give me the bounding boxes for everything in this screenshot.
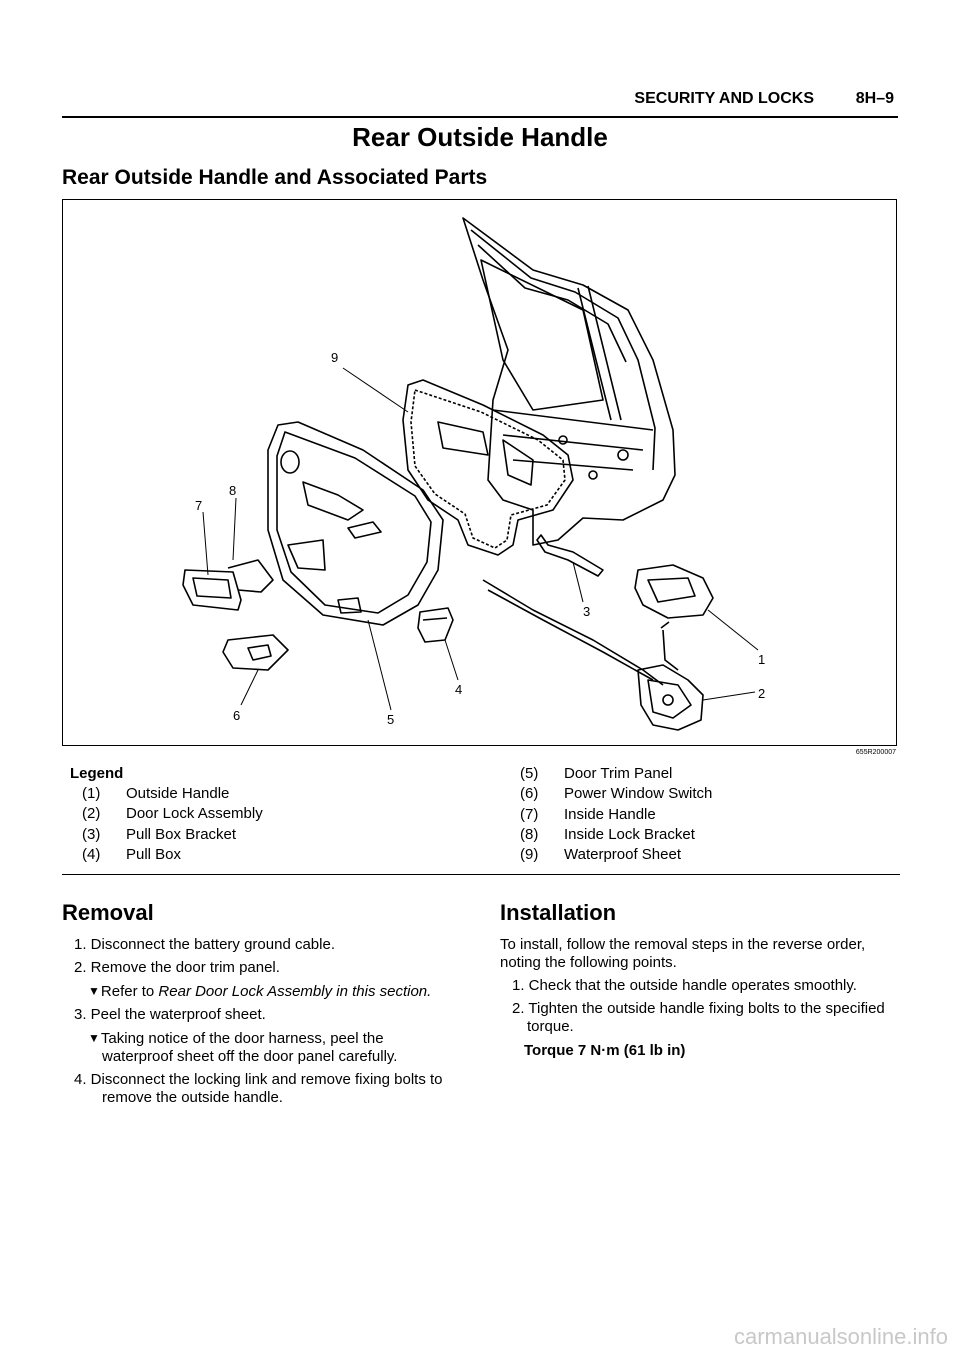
callout-5: 5 <box>387 712 395 727</box>
legend-label: Inside Handle <box>564 805 656 823</box>
installation-step-2-cont: torque. <box>527 1018 574 1035</box>
callout-6: 6 <box>233 708 241 723</box>
callout-9: 9 <box>331 350 339 365</box>
legend-number: (2) <box>82 805 101 823</box>
removal-step-2-note <box>62 982 462 1001</box>
legend-label: Inside Lock Bracket <box>564 825 695 843</box>
note-prefix: Refer to <box>100 983 159 1000</box>
legend-item <box>520 785 712 805</box>
callout-7: 7 <box>195 498 203 513</box>
installation-intro: To install, follow the removal steps in the reverse order, <box>500 936 866 953</box>
callout-8: 8 <box>229 483 237 498</box>
legend-number: (1) <box>82 785 101 802</box>
triangle-note-icon: ▼ <box>88 984 100 998</box>
removal-step-1: 1. Disconnect the battery ground cable. <box>74 936 335 953</box>
installation-heading: Installation <box>500 900 617 925</box>
page-title: Rear Outside Handle <box>352 122 608 152</box>
legend-label: Power Window Switch <box>564 785 713 803</box>
legend-number: (3) <box>82 825 101 843</box>
callout-1: 1 <box>758 652 766 667</box>
legend-number: (7) <box>520 805 539 823</box>
installation-intro-cont: noting the following points. <box>500 954 677 971</box>
legend-item <box>82 805 263 825</box>
exploded-view-figure <box>62 199 897 746</box>
callout-4: 4 <box>455 682 463 697</box>
legend-number: (9) <box>520 846 539 864</box>
legend-item <box>82 826 263 846</box>
torque-spec: Torque 7 N·m (61 lb in) <box>524 1042 686 1059</box>
pull-box-drawing <box>418 608 453 642</box>
leader-lines <box>203 368 758 710</box>
installation-steps <box>500 936 900 1060</box>
legend-label: Door Trim Panel <box>564 765 673 782</box>
callout-3: 3 <box>583 604 591 619</box>
legend-title: Legend <box>70 765 124 782</box>
legend-number: (5) <box>520 765 539 782</box>
note-line: Taking notice of the door harness, peel the <box>100 1030 384 1047</box>
door-lock-assembly-drawing <box>638 665 703 730</box>
pull-box-bracket-drawing <box>537 535 603 576</box>
legend <box>62 762 900 875</box>
legend-right-column <box>520 765 712 866</box>
legend-item <box>520 765 712 785</box>
installation-step-1: 1. Check that the outside handle operates smoothly. <box>512 977 857 994</box>
removal-heading: Removal <box>62 900 154 925</box>
door-parts-illustration <box>63 200 898 747</box>
legend-number: (8) <box>520 825 539 843</box>
power-window-switch-drawing <box>223 635 288 670</box>
legend-label: Pull Box Bracket <box>126 825 237 843</box>
inside-handle-drawing <box>183 560 273 610</box>
page-number: 8H–9 <box>855 90 894 107</box>
legend-label: Outside Handle <box>126 785 230 802</box>
page-header <box>62 88 898 118</box>
removal-step-3: 3. Peel the waterproof sheet. <box>74 1006 266 1023</box>
legend-label: Door Lock Assembly <box>126 805 263 823</box>
figure-title: Rear Outside Handle and Associated Parts <box>62 166 488 189</box>
door-frame-drawing <box>463 218 675 545</box>
legend-number: (4) <box>82 845 101 863</box>
legend-item <box>520 846 712 866</box>
legend-item <box>82 785 263 805</box>
note-reference: Rear Door Lock Assembly in this section. <box>158 983 432 1000</box>
removal-step-4: 4. Disconnect the locking link and remove fixing bolts to <box>74 1071 443 1088</box>
section-title: SECURITY AND LOCKS <box>634 90 814 107</box>
removal-steps <box>62 936 462 1112</box>
outside-handle-drawing <box>635 565 713 618</box>
legend-number: (6) <box>520 785 539 803</box>
legend-label: Pull Box <box>126 845 182 863</box>
legend-left-column <box>82 785 263 866</box>
legend-item <box>82 846 263 866</box>
removal-step-3-note <box>62 1029 462 1048</box>
removal-step-4-cont: remove the outside handle. <box>102 1089 283 1106</box>
triangle-note-icon: ▼ <box>88 1031 100 1045</box>
legend-item <box>520 806 712 826</box>
installation-step-2: 2. Tighten the outside handle fixing bolts to the specified <box>512 1000 885 1017</box>
legend-item <box>520 826 712 846</box>
removal-step-3-note-cont: waterproof sheet off the door panel carefully. <box>102 1048 398 1065</box>
removal-step-2: 2. Remove the door trim panel. <box>74 959 280 976</box>
figure-code: 655R200007 <box>855 749 896 756</box>
watermark: carmanualsonline.info <box>733 1324 948 1349</box>
door-trim-panel-drawing <box>268 422 443 625</box>
callout-2: 2 <box>758 686 766 701</box>
legend-label: Waterproof Sheet <box>564 846 682 864</box>
locking-link-drawing <box>483 580 678 685</box>
